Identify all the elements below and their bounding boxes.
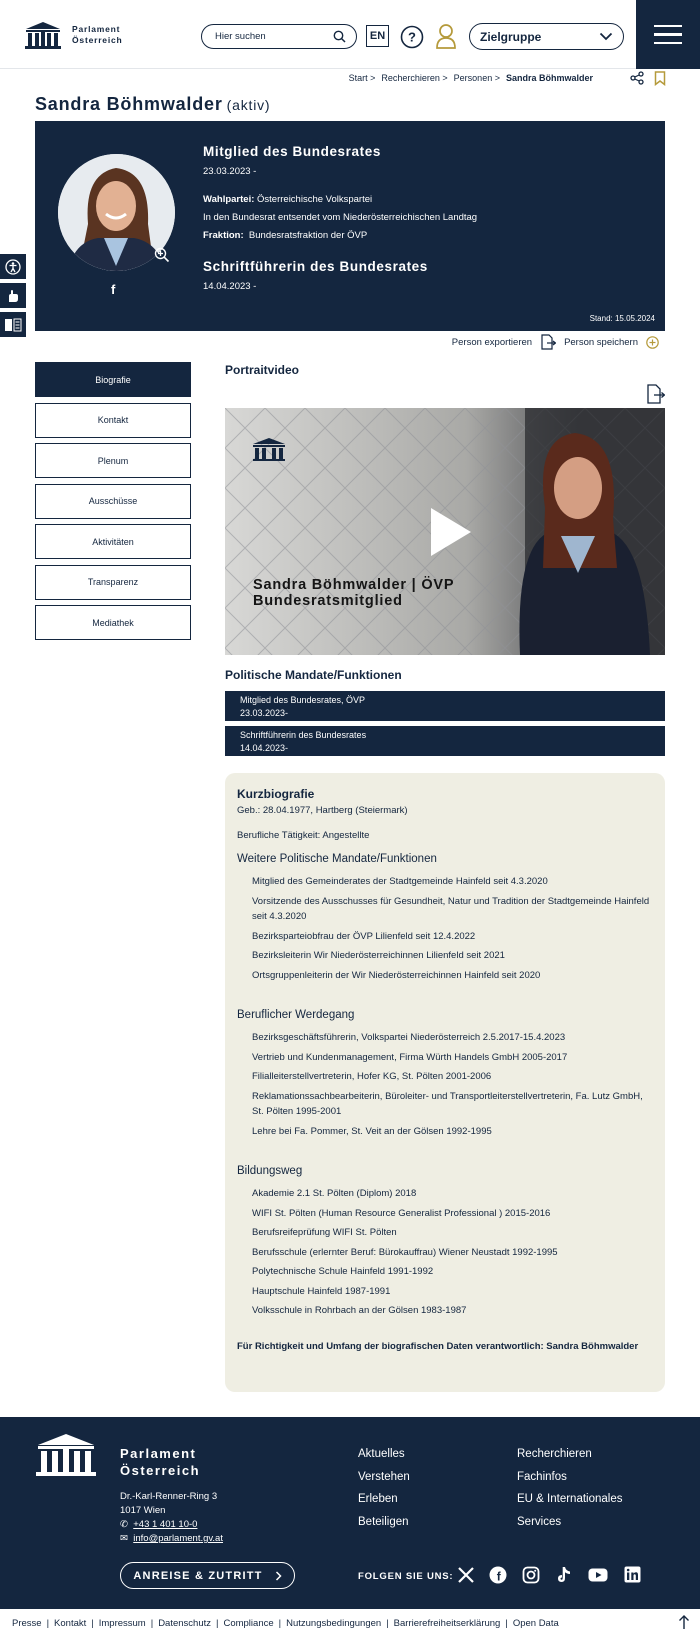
site-footer bbox=[0, 1417, 700, 1637]
bio-edu-list bbox=[237, 1186, 653, 1319]
footer-address bbox=[120, 1490, 223, 1546]
person-name: Sandra Böhmwalder bbox=[35, 94, 223, 114]
tab-ausschuesse[interactable]: Ausschüsse bbox=[35, 484, 191, 519]
language-button[interactable]: EN bbox=[366, 25, 389, 47]
facebook-icon[interactable]: f bbox=[111, 282, 116, 297]
tab-mediathek[interactable]: Mediathek bbox=[35, 605, 191, 640]
bio-career-heading: Beruflicher Werdegang bbox=[237, 1009, 355, 1021]
list-item: Vertrieb und Kundenmanagement, Firma Würth Handels GmbH 2005-2017 bbox=[252, 1051, 568, 1063]
list-item: Akademie 2.1 St. Pölten (Diplom) 2018 bbox=[252, 1188, 417, 1199]
role1-date: 23.03.2023 - bbox=[203, 166, 257, 177]
bottom-link-presse[interactable]: Presse bbox=[12, 1617, 42, 1629]
svg-text:?: ? bbox=[408, 29, 416, 45]
fraktion-row bbox=[203, 230, 367, 241]
list-item: Bezirksgeschäftsführerin, Volkspartei Niederösterreich 2.5.2017-15.4.2023 bbox=[252, 1032, 566, 1043]
tab-aktivitaeten[interactable]: Aktivitäten bbox=[35, 524, 191, 559]
mandate-title: Schriftführerin des Bundesrates bbox=[240, 730, 367, 740]
footer-link-verstehen[interactable]: Verstehen bbox=[358, 1470, 410, 1483]
video-title-line2: Bundesratsmitglied bbox=[253, 593, 403, 609]
bio-heading: Kurzbiografie bbox=[237, 787, 315, 801]
instagram-icon[interactable] bbox=[522, 1566, 540, 1584]
mail-icon: ✉ bbox=[120, 1533, 128, 1544]
footer-email-link[interactable]: info@parlament.gv.at bbox=[133, 1533, 223, 1544]
tab-kontakt[interactable]: Kontakt bbox=[35, 403, 191, 438]
person-hero bbox=[35, 121, 665, 331]
bottom-link-datenschutz[interactable]: Datenschutz bbox=[158, 1617, 211, 1629]
youtube-icon[interactable] bbox=[588, 1566, 608, 1584]
mandate-title: Mitglied des Bundesrates, ÖVP bbox=[240, 695, 366, 705]
menu-button[interactable] bbox=[636, 0, 700, 69]
footer-nav-col2 bbox=[517, 1443, 622, 1533]
role1-title: Mitglied des Bundesrates bbox=[203, 144, 381, 159]
list-item: Volksschule in Rohrbach an der Gölsen 1983-1987 bbox=[252, 1305, 467, 1316]
person-actions bbox=[452, 334, 659, 350]
video-heading: Portraitvideo bbox=[225, 363, 300, 377]
list-item: Polytechnische Schule Hainfeld 1991-1992 bbox=[252, 1266, 434, 1277]
list-item: Bezirksparteiobfrau der ÖVP Lilienfeld seit 12.4.2022 bbox=[252, 930, 476, 942]
phone-icon: ✆ bbox=[120, 1519, 128, 1530]
footer-link-erleben[interactable]: Erleben bbox=[358, 1493, 398, 1505]
mandates-heading: Politische Mandate/Funktionen bbox=[225, 668, 402, 682]
parliament-footer-logo-icon[interactable] bbox=[35, 1432, 97, 1477]
footer-name-line2: Österreich bbox=[120, 1463, 201, 1478]
export-icon[interactable] bbox=[540, 334, 556, 350]
chevron-right-icon bbox=[275, 1571, 282, 1581]
anreise-button[interactable] bbox=[120, 1562, 295, 1589]
save-person-link[interactable]: Person speichern bbox=[564, 336, 638, 348]
person-tabs bbox=[35, 362, 191, 646]
bio-edu-heading: Bildungsweg bbox=[237, 1165, 303, 1177]
bottom-link-kontakt[interactable]: Kontakt bbox=[54, 1617, 87, 1629]
target-group-label: Zielgruppe bbox=[480, 29, 542, 44]
list-item: Reklamationssachbearbeiterin, Büroleiter- und Transportleiterstellvertreterin, Fa. Lutz GmbH, St. Pölten 1995-2001 bbox=[252, 1090, 643, 1117]
list-item: Filialleiterstellvertreterin, Hofer KG, St. Pölten 2001-2006 bbox=[252, 1071, 492, 1082]
video-title-line1: Sandra Böhmwalder | ÖVP bbox=[253, 577, 455, 593]
role2-date: 14.04.2023 - bbox=[203, 281, 257, 292]
footer-link-services[interactable]: Services bbox=[517, 1515, 562, 1528]
svg-text:f: f bbox=[496, 1569, 501, 1584]
bottom-link-barrierefreiheit[interactable]: Barrierefreiheitserklärung bbox=[393, 1617, 501, 1629]
short-biography bbox=[225, 773, 665, 1392]
footer-street: Dr.-Karl-Renner-Ring 3 bbox=[120, 1491, 218, 1502]
facebook-icon[interactable] bbox=[489, 1566, 507, 1584]
breadcrumb-personen[interactable]: Personen > bbox=[453, 73, 500, 83]
logo-line2: Österreich bbox=[72, 35, 123, 45]
mandate-date: 23.03.2023- bbox=[240, 707, 289, 718]
footer-phone-link[interactable]: +43 1 401 10-0 bbox=[133, 1519, 198, 1530]
follow-us-label: FOLGEN SIE UNS: bbox=[358, 1571, 454, 1582]
page-title bbox=[35, 94, 270, 115]
linkedin-icon[interactable] bbox=[624, 1566, 641, 1583]
bio-more-list bbox=[237, 874, 653, 983]
list-item: WIFI St. Pölten (Human Resource Generalist Professional ) 2015-2016 bbox=[252, 1207, 551, 1219]
anreise-label: ANREISE & ZUTRITT bbox=[133, 1569, 263, 1582]
x-twitter-icon[interactable] bbox=[457, 1566, 475, 1584]
add-circle-icon[interactable] bbox=[646, 336, 659, 349]
bio-job: Berufliche Tätigkeit: Angestellte bbox=[237, 830, 370, 841]
parliament-building-icon bbox=[24, 21, 62, 49]
role2-title: Schriftführerin des Bundesrates bbox=[203, 259, 428, 274]
footer-link-aktuelles[interactable]: Aktuelles bbox=[358, 1448, 405, 1460]
play-icon[interactable] bbox=[429, 507, 473, 557]
site-header bbox=[0, 0, 700, 69]
footer-link-eu[interactable]: EU & Internationales bbox=[517, 1493, 623, 1505]
entsendet-text: In den Bundesrat entsendet vom Niederösterreichischen Landtag bbox=[203, 212, 478, 223]
search-icon[interactable] bbox=[333, 30, 346, 43]
arrow-up-icon[interactable] bbox=[678, 1614, 690, 1630]
list-item: Ortsgruppenleiterin der Wir Niederösterreichinnen Hainfeld seit 2020 bbox=[252, 969, 541, 981]
bio-born: Geb.: 28.04.1977, Hartberg (Steiermark) bbox=[237, 805, 408, 816]
list-item: Lehre bei Fa. Pommer, St. Veit an der Gölsen 1992-1995 bbox=[252, 1125, 492, 1137]
footer-link-recherchieren[interactable]: Recherchieren bbox=[517, 1448, 592, 1460]
footer-link-beteiligen[interactable]: Beteiligen bbox=[358, 1515, 409, 1528]
footer-link-fachinfos[interactable]: Fachinfos bbox=[517, 1470, 567, 1483]
parliament-logo[interactable] bbox=[24, 21, 123, 49]
mandate-date: 14.04.2023- bbox=[240, 742, 289, 753]
footer-bottom-bar: Presse | Kontakt | Impressum | Datenschutz | Compliance | Nutzungsbedingungen | Barrierefreiheitserklärung | Open Data bbox=[0, 1609, 700, 1637]
zoom-in-icon[interactable] bbox=[154, 247, 170, 263]
bio-responsible: Für Richtigkeit und Umfang der biografischen Daten verantwortlich: Sandra Böhmwalder bbox=[237, 1340, 639, 1352]
easy-language-icon[interactable] bbox=[0, 312, 26, 337]
list-item: Berufsreifeprüfung WIFI St. Pölten bbox=[252, 1227, 397, 1238]
footer-nav-col1 bbox=[358, 1443, 410, 1533]
fraktion-value: Bundesratsfraktion der ÖVP bbox=[248, 230, 368, 241]
bio-career-list bbox=[237, 1030, 653, 1139]
wahlpartei-value: Österreichische Volkspartei bbox=[257, 194, 373, 205]
bottom-link-impressum[interactable]: Impressum bbox=[98, 1617, 146, 1629]
person-status: (aktiv) bbox=[226, 97, 271, 113]
export-person-link[interactable]: Person exportieren bbox=[451, 336, 533, 348]
footer-name-line1: Parlament bbox=[120, 1446, 197, 1461]
breadcrumb-current: Sandra Böhmwalder bbox=[505, 73, 593, 83]
accessibility-toolbar bbox=[0, 254, 26, 341]
bookmark-icon[interactable] bbox=[654, 71, 666, 86]
tab-transparenz[interactable]: Transparenz bbox=[35, 565, 191, 600]
user-icon[interactable] bbox=[435, 23, 457, 49]
breadcrumb bbox=[349, 73, 593, 83]
breadcrumb-recherchieren[interactable]: Recherchieren > bbox=[381, 73, 448, 83]
bio-more-heading: Weitere Politische Mandate/Funktionen bbox=[237, 853, 437, 865]
help-icon[interactable] bbox=[400, 25, 424, 49]
video-title bbox=[253, 577, 454, 609]
stand-date: Stand: 15.05.2024 bbox=[589, 314, 655, 323]
bottom-link-nutzungsbedingungen[interactable]: Nutzungsbedingungen bbox=[286, 1617, 382, 1629]
logo-line1: Parlament bbox=[72, 24, 121, 34]
export-video-icon[interactable] bbox=[645, 384, 665, 404]
wahlpartei-row bbox=[203, 194, 372, 205]
mandate-item[interactable] bbox=[225, 691, 665, 721]
mandate-item[interactable] bbox=[225, 726, 665, 756]
fraktion-label: Fraktion: bbox=[203, 230, 244, 241]
bottom-link-open-data[interactable]: Open Data bbox=[512, 1617, 559, 1629]
tiktok-icon[interactable] bbox=[555, 1566, 573, 1584]
bottom-link-compliance[interactable]: Compliance bbox=[223, 1617, 274, 1629]
breadcrumb-start[interactable]: Start > bbox=[348, 73, 376, 83]
accessibility-icon[interactable] bbox=[0, 254, 26, 279]
list-item: Vorsitzende des Ausschusses für Gesundheit, Natur und Tradition der Stadtgemeinde Hainfeld seit 4.3.2020 bbox=[252, 895, 650, 922]
chevron-down-icon bbox=[599, 32, 613, 41]
portrait-video-player[interactable] bbox=[225, 408, 665, 655]
share-icon[interactable] bbox=[630, 71, 644, 85]
footer-logo-text bbox=[120, 1445, 200, 1479]
search-box[interactable] bbox=[201, 24, 357, 49]
search-input[interactable] bbox=[215, 31, 333, 42]
list-item: Mitglied des Gemeinderates der Stadtgemeinde Hainfeld seit 4.3.2020 bbox=[252, 876, 548, 887]
sign-language-icon[interactable] bbox=[0, 283, 26, 308]
footer-city: 1017 Wien bbox=[120, 1505, 166, 1516]
tab-biografie[interactable]: Biografie bbox=[35, 362, 191, 397]
target-group-select[interactable] bbox=[469, 23, 624, 50]
list-item: Hauptschule Hainfeld 1987-1991 bbox=[252, 1285, 391, 1297]
wahlpartei-label: Wahlpartei: bbox=[203, 194, 255, 205]
list-item: Bezirksleiterin Wir Niederösterreichinnen Lilienfeld seit 2021 bbox=[252, 950, 505, 961]
tab-plenum[interactable]: Plenum bbox=[35, 443, 191, 478]
list-item: Berufsschule (erlernter Beruf: Bürokauffrau) Wiener Neustadt 1992-1995 bbox=[252, 1246, 558, 1258]
